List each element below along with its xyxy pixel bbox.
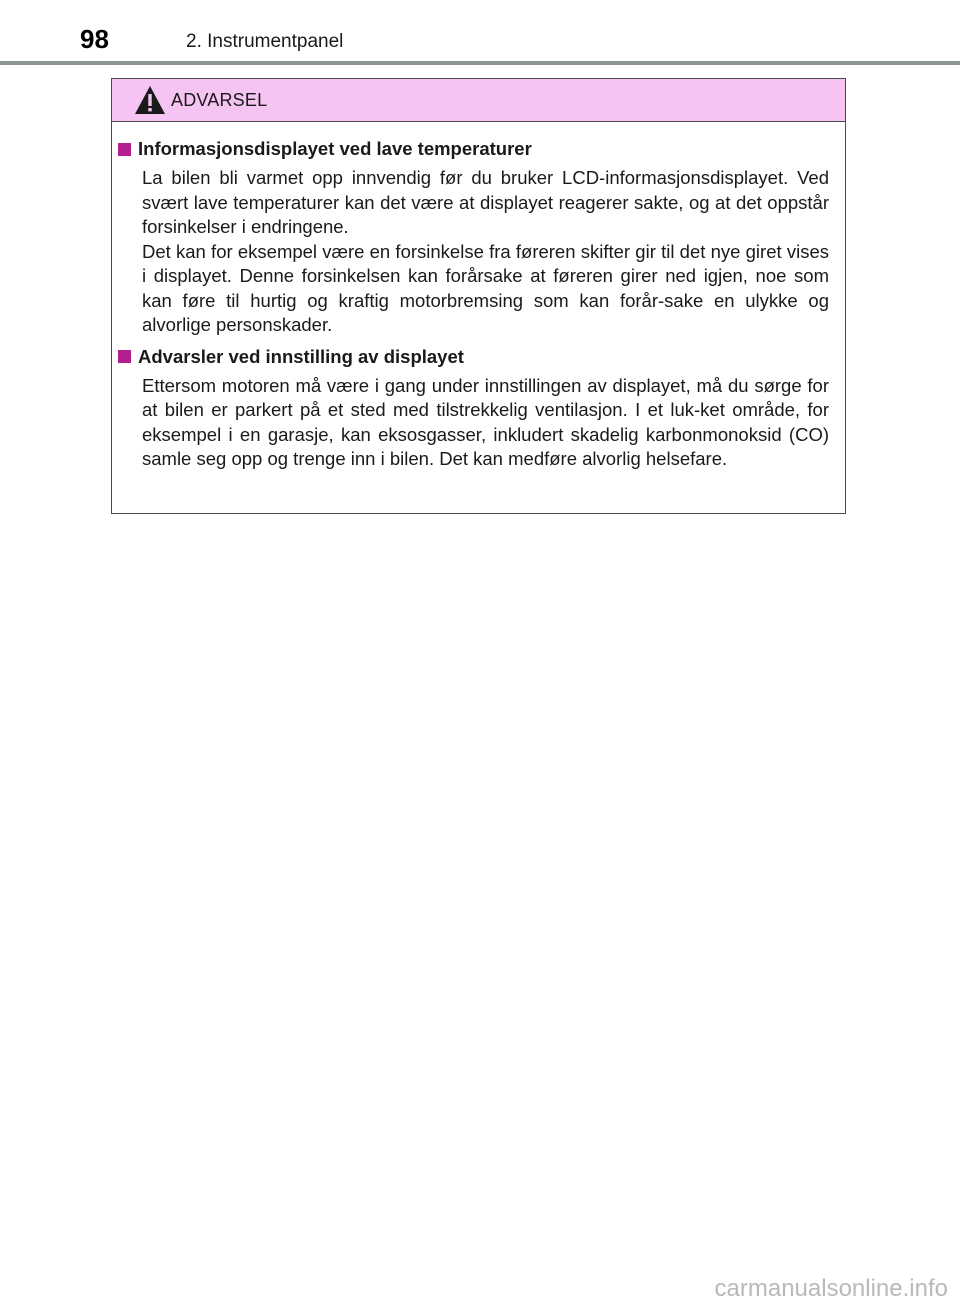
- section-text: [142, 166, 829, 338]
- page-header: [0, 0, 960, 70]
- square-bullet-icon: [118, 350, 131, 363]
- warning-section-low-temperature: [116, 136, 829, 338]
- square-bullet-icon: [118, 143, 131, 156]
- paragraph: Det kan for eksempel være en forsinkelse fra føreren skifter gir til det nye giret vises i displayet. Denne forsinkelsen kan forårsake at føreren girer ned igjen, noe som kan føre til hurtig og kraftig motorbremsing som kan forår-sake en ulykke og alvorlige personskader.: [142, 240, 829, 335]
- warning-section-display-settings: [116, 344, 829, 472]
- warning-header: [112, 79, 845, 122]
- section-heading-text: Informasjonsdisplayet ved lave temperaturer: [138, 138, 532, 159]
- watermark: carmanualsonline.info: [714, 1275, 948, 1302]
- warning-box: [111, 78, 846, 514]
- chapter-title: 2. Instrumentpanel: [186, 31, 344, 52]
- header-rule: [0, 61, 960, 65]
- section-heading-text: Advarsler ved innstilling av displayet: [138, 345, 464, 367]
- section-text: [142, 374, 829, 472]
- section-heading: [116, 344, 829, 370]
- paragraph: Ettersom motoren må være i gang under innstillingen av displayet, må du sørge for at bilen er parkert på et sted med tilstrekkelig ventilasjon. I et luk-ket område, for eksempel i en garasje, kan eksosgasser, inkludert skadelig karbonmonoksid (CO) samle seg opp og trenge inn i bilen. Det kan medføre alvorlig helsefare.: [142, 374, 829, 469]
- paragraph: La bilen bli varmet opp innvendig før du bruker LCD-informasjonsdisplayet. Ved svært lave temperaturer kan det være at displayet reagerer sakte, og at det oppstår forsinkelser i endringene.: [142, 167, 829, 237]
- warning-triangle-icon: [134, 85, 166, 115]
- section-heading: [116, 136, 829, 162]
- page-number: 98: [80, 24, 109, 54]
- warning-body: [112, 122, 845, 472]
- warning-title: ADVARSEL: [171, 90, 268, 110]
